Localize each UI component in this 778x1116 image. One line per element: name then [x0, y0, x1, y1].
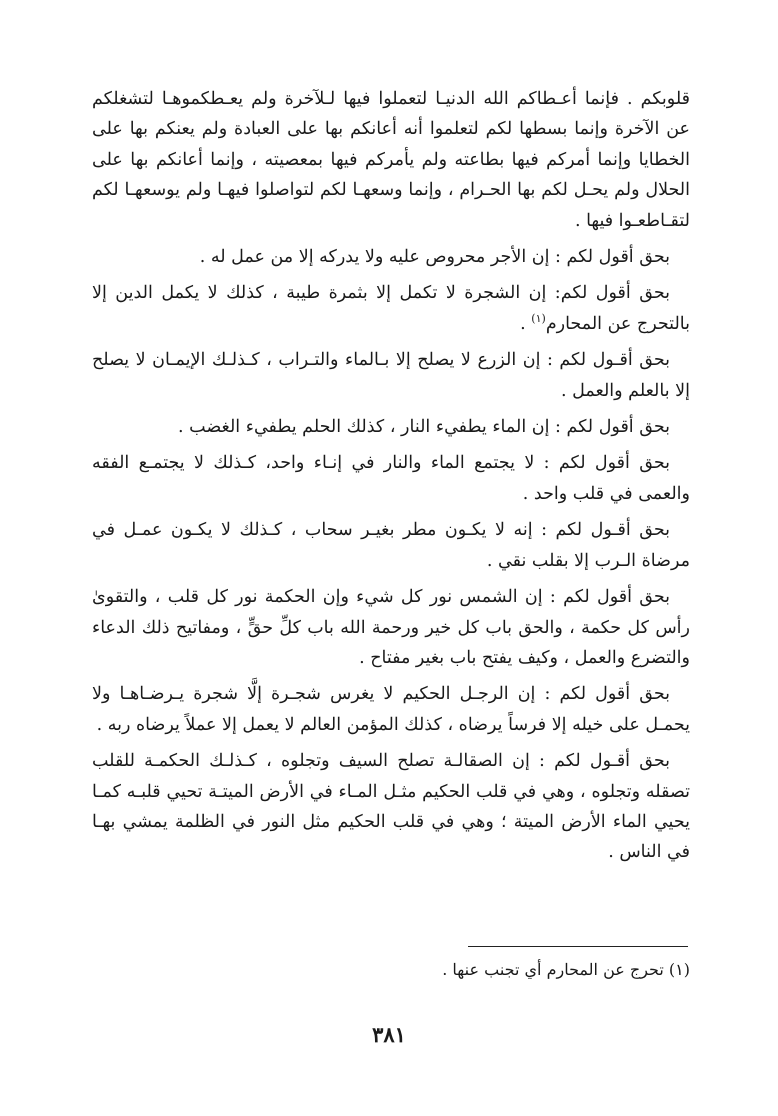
paragraph-water-fire: بحق أقول لكم : إن الماء يطفيء النار ، كذلك الحلم يطفيء الغضب .: [178, 417, 670, 438]
paragraph-rain: بحق أقـول لكم : إنه لا يكـون مطر بغيـر سحاب ، كـذلك لا يكـون عمـل في مرضاة الـرب إلا بقلب نقي .: [92, 520, 690, 571]
footnote-reference: (١): [531, 312, 546, 326]
paragraph-sun: بحق أقول لكم : إن الشمس نور كل شيء وإن الحكمة نور كل قلب ، والتقوىٰ رأس كل حكمة ، والحق باب كل خير ورحمة الله باب كلِّ حقٍّ ، ومفاتيح ذلك الدعاء والتضرع والعمل ، وكيف يفتح باب بغير مفتاح .: [92, 587, 690, 668]
footnote-divider: [468, 946, 688, 947]
paragraph-crops: بحق أقـول لكم : إن الزرع لا يصلح إلا بـالماء والتـراب ، كـذلـك الإيمـان لا يصلح إلا بالعلم والعمل .: [92, 350, 690, 401]
page-number: ٣٨١: [372, 1022, 406, 1047]
paragraph-tree-end: .: [520, 313, 532, 334]
paragraph-intro: قلوبكم . فإنما أعـطاكم الله الدنيـا لتعملوا فيها لـلآخرة ولم يعـطكموهـا لتشغلكم عن الآخرة وإنما بسطها لكم لتعلموا أنه أعانكم بها على العبادة ولم يعنكم بها على الخطايا وإنما أمركم فيها بطاعته ولم يأمركم فيها بمعصيته ، وإنما أعانكم بها على الحلال ولم يحـل لكم بها الحـرام ، وإنما وسعهـا لكم لتواصلوا فيهـا ولم يوسعهـا لكم لتقـاطعـوا فيها .: [92, 89, 690, 231]
paragraph-polish: بحق أقـول لكم : إن الصقالـة تصلح السيف وتجلوه ، كـذلـك الحكمـة للقلب تصقله وتجلوه ، وهي في قلب الحكيم مثـل المـاء في الأرض الميتـة تحيي قلبـه كمـا يحيي الماء الأرض الميتة ؛ وهي في قلب الحكيم مثل النور في الظلمة يمشي بهـا في الناس .: [92, 751, 690, 863]
paragraph-wise-man: بحق أقول لكم : إن الرجـل الحكيم لا يغرس شجـرة إلَّا شجرة يـرضـاهـا ولا يحمـل على خيله إلا فرساً يرضاه ، كذلك المؤمن العالم لا يعمل إلا عملاً يرضاه ربه .: [92, 684, 690, 735]
paragraph-reward: بحق أقول لكم : إن الأجر محروص عليه ولا يدركه إلا من عمل له .: [199, 247, 670, 268]
paragraph-vessel: بحق أقول لكم : لا يجتمع الماء والنار في إنـاء واحد، كـذلك لا يجتمـع الفقه والعمى في قلب واحد .: [92, 453, 690, 504]
paragraph-tree-text: بحق أقول لكم: إن الشجرة لا تكمل إلا بثمرة طيبة ، كذلك لا يكمل الدين إلا بالتحرج عن المحارم: [92, 283, 690, 334]
footnote: (١) تحرج عن المحارم أي تجنب عنها .: [442, 960, 690, 979]
paragraph-tree: [92, 278, 690, 339]
main-text: [92, 84, 690, 868]
